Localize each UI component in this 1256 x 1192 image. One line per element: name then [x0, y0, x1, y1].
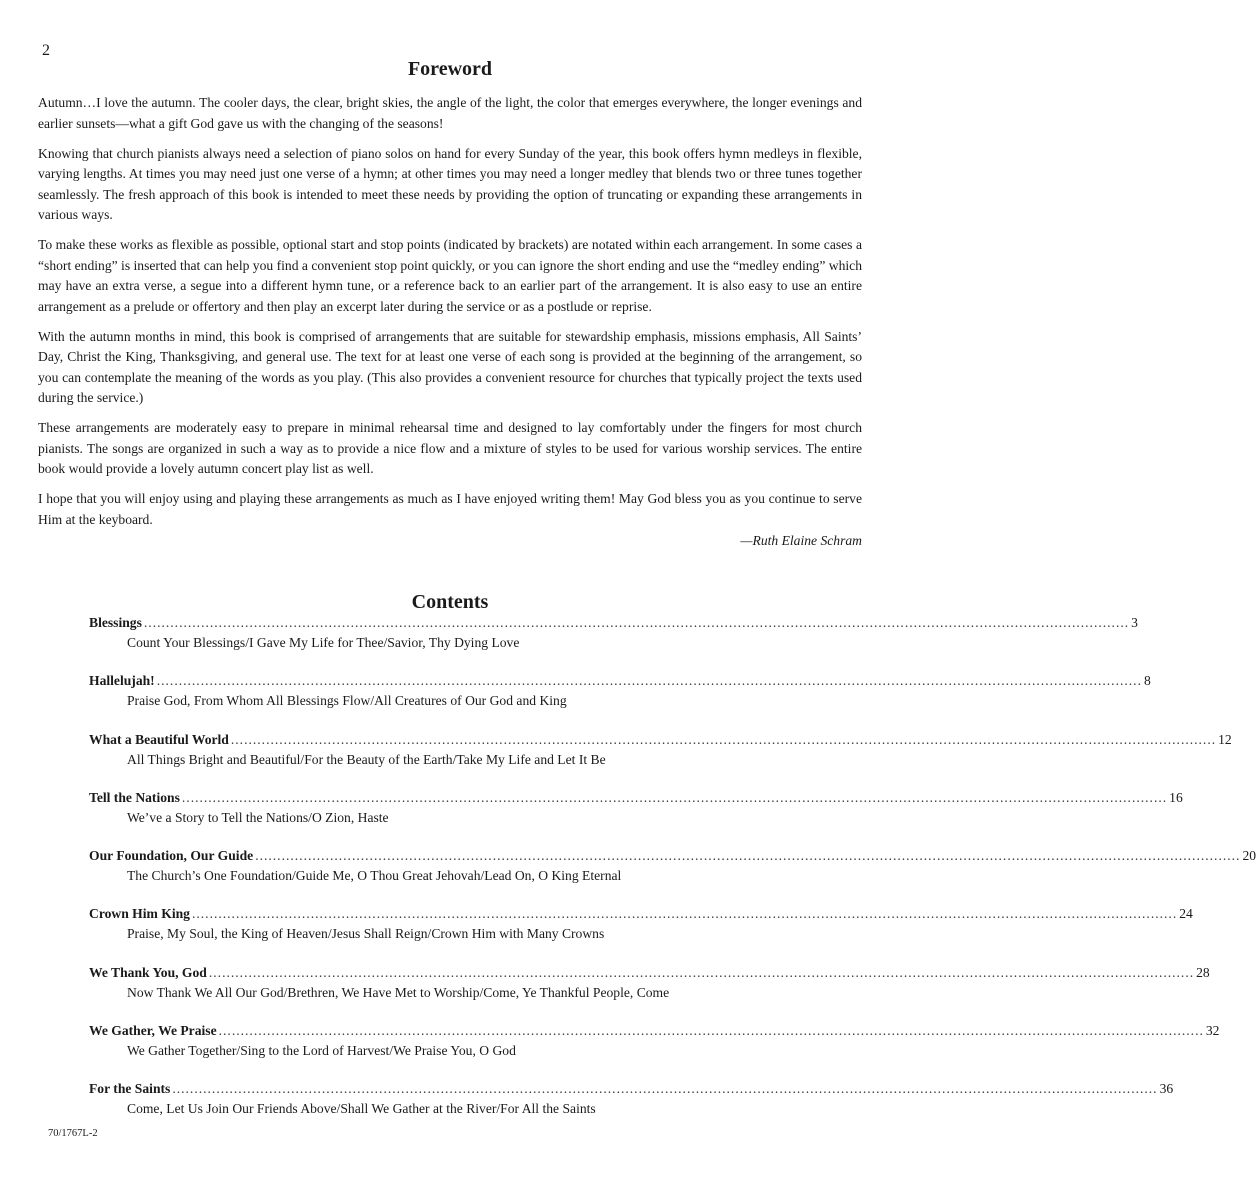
toc-entry: [89, 613, 1138, 671]
toc-entry-title[interactable]: Crown Him King: [89, 906, 190, 922]
dot-leader: ................................................................................................................................................................................................................................: [143, 615, 1130, 630]
toc-entry: [89, 730, 1232, 788]
dot-leader: ................................................................................................................................................................................................................................: [172, 1081, 1158, 1097]
toc-entry-title[interactable]: Tell the Nations: [89, 789, 180, 805]
foreword-title: Foreword: [407, 58, 493, 80]
dot-leader: ................................................................................................................................................................................................................................: [255, 848, 1241, 864]
foreword-body: [38, 93, 862, 551]
toc-entry: [89, 1021, 1220, 1079]
toc-entry: [89, 846, 1256, 904]
toc-entry-subtitle: Count Your Blessings/I Gave My Life for Thee/Savior, Thy Dying Love: [127, 635, 520, 650]
toc-entry-title[interactable]: Hallelujah!: [89, 673, 155, 689]
dot-leader: ................................................................................................................................................................................................................................: [230, 731, 1217, 747]
toc-entry-subtitle: Come, Let Us Join Our Friends Above/Shall We Gather at the River/For All the Saints: [127, 1101, 596, 1117]
toc-entry-title[interactable]: What a Beautiful World: [89, 731, 229, 747]
toc-entry-page[interactable]: 3: [1131, 615, 1138, 630]
author-signature: —Ruth Elaine Schram: [740, 532, 862, 548]
foreword-paragraph: To make these works as flexible as possible, optional start and stop points (indicated by brackets) are notated within each arrangement. In some cases a “short ending” is inserted that can help you find a convenient stop point quickly, or you can ignore the short ending and use the “medley ending” which may have an extra verse, a segue into a different hymn tune, or a reference back to an earlier part of the arrangement. It is also easy to use an entire arrangement as a prelude or offertory and then play an excerpt later during the service or as a postlude or reprise.: [38, 237, 862, 314]
dot-leader: ................................................................................................................................................................................................................................: [208, 964, 1195, 980]
toc-entry-subtitle: We Gather Together/Sing to the Lord of Harvest/We Praise You, O God: [127, 1043, 516, 1059]
table-of-contents: [89, 613, 1256, 1138]
toc-entry-subtitle: The Church’s One Foundation/Guide Me, O Thou Great Jehovah/Lead On, O King Eternal: [127, 868, 622, 884]
toc-entry-subtitle: Praise, My Soul, the King of Heaven/Jesus Shall Reign/Crown Him with Many Crowns: [127, 926, 605, 942]
toc-entry-page[interactable]: 16: [1169, 789, 1183, 805]
foreword-paragraph: Knowing that church pianists always need a selection of piano solos on hand for every Sunday of the year, this book offers hymn medleys in flexible, varying lengths. At times you may need just one verse of a hymn; at other times you may need a longer medley that blends two or three tunes together seamlessly. The fresh approach of this book is intended to meet these needs by providing the option of truncating or expanding these arrangements in various ways.: [38, 145, 862, 222]
foreword-paragraph: These arrangements are moderately easy to prepare in minimal rehearsal time and designed to lay comfortably under the fingers for most church pianists. The songs are organized in such a way as to provide a nice flow and a mixture of styles to be used for various worship services. The entire book would provide a lovely autumn concert play list as well.: [38, 420, 862, 476]
dot-leader: ................................................................................................................................................................................................................................: [156, 673, 1142, 689]
toc-entry: [89, 904, 1193, 962]
foreword-paragraph: Autumn…I love the autumn. The cooler days, the clear, bright skies, the angle of the light, the color that emerges everywhere, the longer evenings and earlier sunsets—what a gift God gave us with the changing of the seasons!: [38, 95, 862, 131]
toc-entry: [89, 963, 1210, 1021]
contents-title: Contents: [411, 591, 489, 613]
dot-leader: ................................................................................................................................................................................................................................: [191, 906, 1178, 922]
toc-entry-page[interactable]: 32: [1205, 1023, 1220, 1039]
toc-entry: [89, 1079, 1174, 1137]
toc-entry-title[interactable]: We Thank You, God: [89, 964, 207, 980]
dot-leader: ................................................................................................................................................................................................................................: [181, 789, 1168, 805]
toc-entry-page[interactable]: 24: [1179, 906, 1193, 922]
foreword-paragraph: With the autumn months in mind, this book is comprised of arrangements that are suitable for stewardship emphasis, missions emphasis, All Saints’ Day, Christ the King, Thanksgiving, and general use. The text for at least one verse of each song is provided at the beginning of the arrangement, so you can contemplate the meaning of the words as you play. (This also provides a convenient resource for churches that typically project the texts used during the service.): [38, 328, 862, 405]
toc-entry-title[interactable]: Our Foundation, Our Guide: [89, 848, 254, 864]
toc-entry: [89, 788, 1183, 846]
toc-entry-subtitle: Praise God, From Whom All Blessings Flow/All Creatures of Our God and King: [127, 693, 567, 709]
catalog-code: 70/1767L-2: [48, 1128, 98, 1139]
toc-entry-page[interactable]: 28: [1196, 964, 1210, 980]
toc-entry-subtitle: All Things Bright and Beautiful/For the Beauty of the Earth/Take My Life and Let It Be: [127, 751, 606, 767]
toc-entry-title[interactable]: For the Saints: [89, 1081, 171, 1097]
foreword-paragraph: I hope that you will enjoy using and playing these arrangements as much as I have enjoyed writing them! May God bless you as you continue to serve Him at the keyboard.: [38, 491, 862, 527]
toc-entry-title[interactable]: Blessings: [89, 615, 142, 630]
toc-entry-page[interactable]: 36: [1159, 1081, 1174, 1097]
dot-leader: ................................................................................................................................................................................................................................: [218, 1023, 1204, 1039]
toc-entry: [89, 671, 1151, 729]
toc-entry-subtitle: We’ve a Story to Tell the Nations/O Zion, Haste: [127, 809, 389, 825]
toc-entry-title[interactable]: We Gather, We Praise: [89, 1023, 217, 1039]
toc-entry-page[interactable]: 20: [1242, 848, 1256, 864]
toc-entry-page[interactable]: 8: [1143, 673, 1151, 689]
toc-entry-page[interactable]: 12: [1218, 731, 1232, 747]
page-number: 2: [42, 42, 50, 59]
toc-entry-subtitle: Now Thank We All Our God/Brethren, We Have Met to Worship/Come, Ye Thankful People, Come: [127, 984, 670, 1000]
